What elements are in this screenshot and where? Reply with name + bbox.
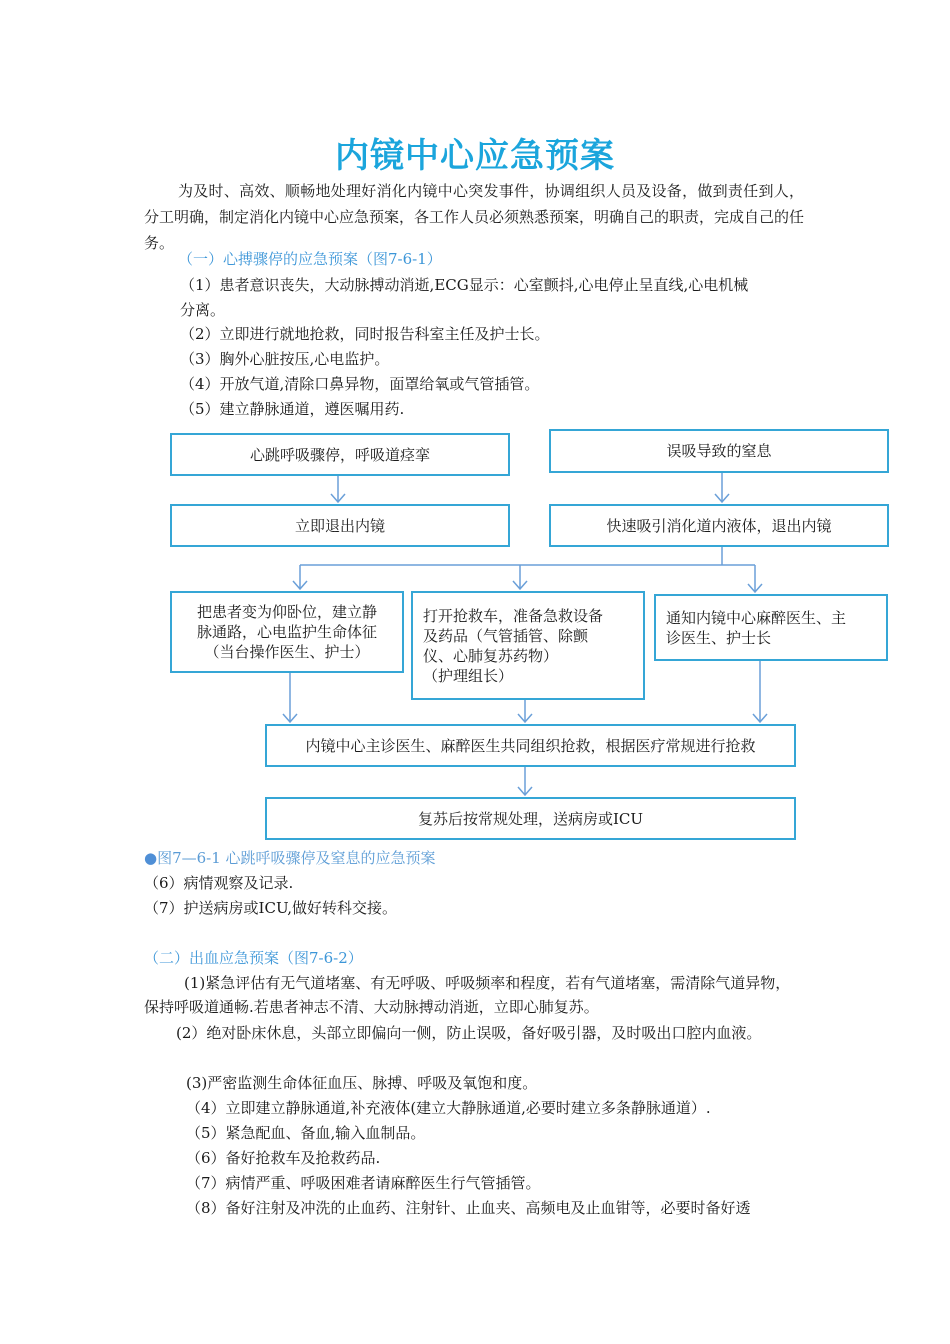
flow-box-supine-iv bbox=[170, 591, 404, 673]
flow-box-post-resuscitation bbox=[265, 797, 796, 840]
section1-item: （6）病情观察及记录. bbox=[144, 874, 294, 892]
flow-box-notify-staff bbox=[654, 594, 888, 661]
flow-box-label: 误吸导致的窒息 bbox=[666, 442, 772, 460]
section2-item: （6）备好抢救车及抢救药品. bbox=[186, 1149, 381, 1167]
section1-item: （3）胸外心脏按压,心电监护。 bbox=[180, 350, 390, 368]
section2-item: （4）立即建立静脉通道,补充液体(建立大静脉通道,必要时建立多条静脉通道）. bbox=[186, 1099, 711, 1117]
flow-box-line: 仪、心肺复苏药物） bbox=[423, 646, 559, 665]
section2-item: （8）备好注射及冲洗的止血药、注射针、止血夹、高频电及止血钳等，必要时备好透 bbox=[186, 1199, 751, 1217]
flow-box-line: （护理组长） bbox=[423, 666, 514, 685]
section1-heading: （一）心搏骤停的应急预案（图7-6-1） bbox=[178, 250, 442, 268]
flow-box-label: 心跳呼吸骤停，呼吸道痉挛 bbox=[249, 445, 430, 464]
flow-box-line: 通知内镜中心麻醉医生、主 bbox=[666, 608, 847, 627]
section1-item: （2）立即进行就地抢救，同时报告科室主任及护士长。 bbox=[180, 325, 550, 343]
section1-item: （4）开放气道,清除口鼻异物，面罩给氧或气管插管。 bbox=[180, 375, 540, 393]
flow-box-line: 把患者变为仰卧位，建立静 bbox=[196, 603, 377, 621]
flow-box-line: 脉通路，心电监护生命体征 bbox=[196, 623, 377, 641]
flow-box-suction-withdraw bbox=[549, 504, 889, 547]
flow-box-line: （当台操作医生、护士） bbox=[204, 643, 370, 661]
section1-item: （5）建立静脉通道，遵医嘱用药. bbox=[180, 400, 405, 418]
flow-box-rescue-cart bbox=[411, 591, 645, 700]
section1-item: （7）护送病房或ICU,做好转科交接。 bbox=[144, 899, 397, 917]
flow-box-label: 立即退出内镜 bbox=[294, 516, 385, 535]
section2-paragraph: (1)紧急评估有无气道堵塞、有无呼吸、呼吸频率和程度，若有气道堵塞，需清除气道异物，保持呼吸道通畅.若患者神志不清、大动脉搏动消逝，立即心肺复苏。 bbox=[144, 974, 791, 1016]
section2-paragraph: (2）绝对卧床休息，头部立即偏向一侧，防止误吸，备好吸引器，及时吸出口腔内血液。 bbox=[176, 1024, 762, 1042]
figure-caption bbox=[144, 846, 436, 870]
flow-box-label: 复苏后按常规处理，送病房或ICU bbox=[417, 809, 644, 828]
flow-box-aspiration bbox=[549, 429, 889, 473]
flow-box-joint-rescue bbox=[265, 724, 796, 767]
flow-box-line: 及药品（气管插管、除颤 bbox=[423, 626, 589, 645]
page-title: 内镜中心应急预案 bbox=[335, 136, 615, 176]
section2-item: （7）病情严重、呼吸困难者请麻醉医生行气管插管。 bbox=[186, 1174, 541, 1192]
caption-text: 图7—6-1 心跳呼吸骤停及窒息的应急预案 bbox=[157, 849, 436, 867]
flow-box-label: 内镜中心主诊医生、麻醉医生共同组织抢救，根据医疗常规进行抢救 bbox=[305, 736, 756, 755]
section2-item: (3)严密监测生命体征血压、脉搏、呼吸及氧饱和度。 bbox=[186, 1074, 538, 1092]
flow-box-cardiac-arrest bbox=[170, 433, 510, 476]
caption-bullet-icon: ● bbox=[144, 849, 158, 867]
section1-item: （1）患者意识丧失，大动脉搏动消逝,ECG显示：心室颤抖,心电停止呈直线,心电机械 bbox=[180, 276, 749, 294]
section2-heading: （二）出血应急预案（图7-6-2） bbox=[144, 949, 363, 967]
flow-box-line: 诊医生、护士长 bbox=[666, 628, 772, 647]
flow-box-line: 打开抢救车，准备急救设备 bbox=[423, 606, 604, 625]
section1-item: 分离。 bbox=[180, 301, 226, 319]
flow-box-withdraw-endoscope bbox=[170, 504, 510, 547]
intro-paragraph: 为及时、高效、顺畅地处理好消化内镜中心突发事件，协调组织人员及设备，做到责任到人，分工明确，制定消化内镜中心应急预案，各工作人员必须熟悉预案，明确自己的职责，完成自己的任务。 bbox=[144, 182, 805, 252]
flow-box-label: 快速吸引消化道内液体，退出内镜 bbox=[606, 516, 832, 535]
section2-item: （5）紧急配血、备血,输入血制品。 bbox=[186, 1124, 426, 1142]
